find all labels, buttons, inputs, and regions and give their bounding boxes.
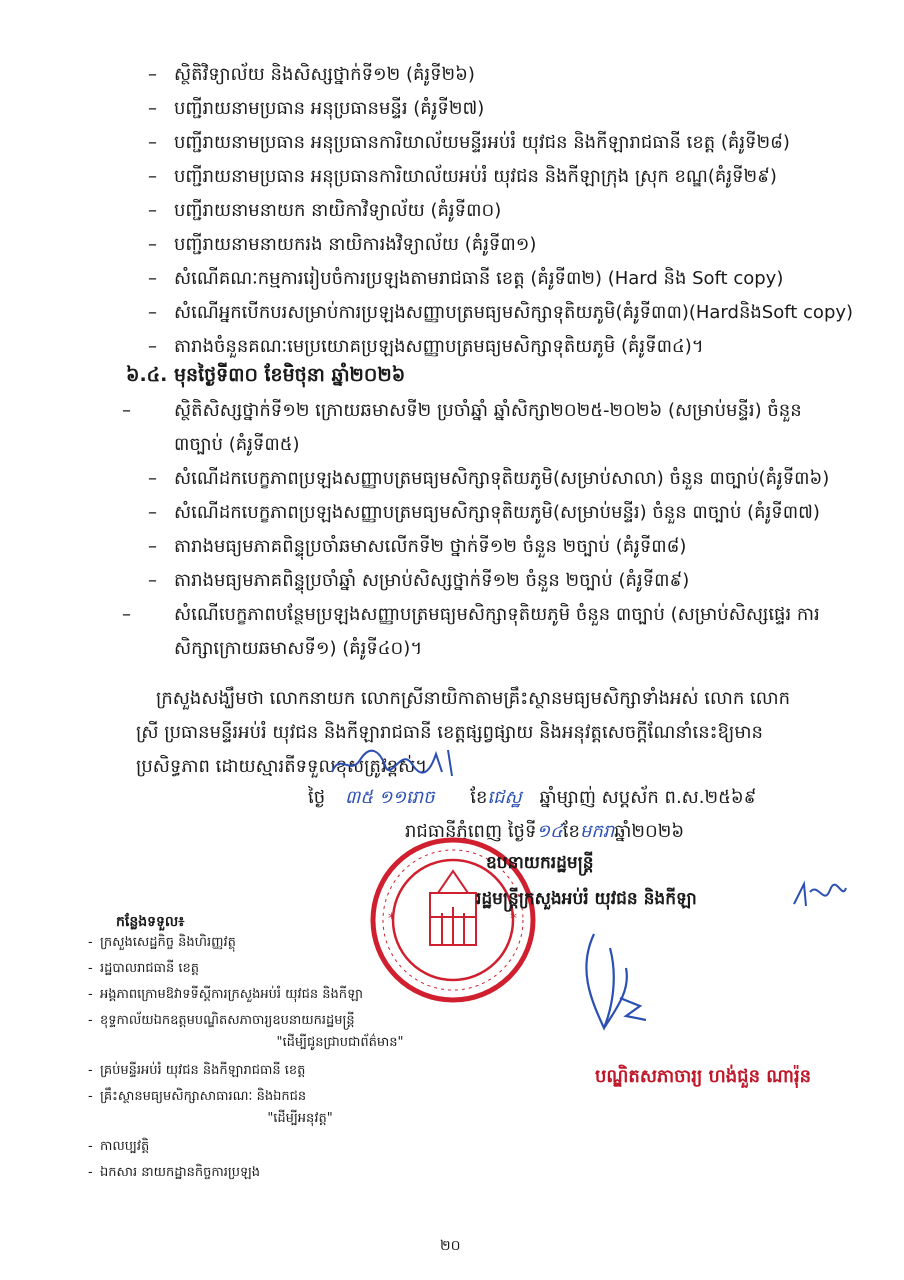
- list-item: – តារាងចំនួនគណៈមេប្រយោគប្រឡងសញ្ញាបត្រមធ្យមសិក្សាទុតិយភូមិ (គំរូទី៣៤)។: [148, 330, 848, 364]
- list-item: – សំណើដកបេក្ខភាពប្រឡងសញ្ញាបត្រមធ្យមសិក្សាទុតិយភូមិ(សម្រាប់សាលា) ចំនួន ៣ច្បាប់(គំរូទី៣៦): [148, 462, 848, 496]
- svg-text:*: *: [510, 911, 517, 927]
- initials-signature-2: [790, 880, 850, 910]
- recipient-note: "ដើម្បីជូនជ្រាបជាព័ត៌មាន": [276, 1035, 404, 1050]
- recipient-item: - ក្រសួងសេដ្ឋកិច្ច និងហិរញ្ញវត្ថុ: [88, 935, 236, 950]
- minister-signature: [560, 928, 660, 1038]
- recipients-heading: កន្លែងទទួល៖: [116, 914, 185, 930]
- recipient-note: "ដើម្បីអនុវត្ត": [267, 1111, 333, 1126]
- dash-bullet: –: [148, 166, 157, 187]
- recipient-item: - គ្រប់មន្ទីរអប់រំ យុវជន និងកីឡារាជធានី ខេត្ត: [88, 1063, 306, 1078]
- recipient-item: - រដ្ឋបាលរាជធានី ខេត្ត: [88, 961, 200, 976]
- recipient-item: - អង្គភាពក្រោមឱវាទទីស្តីការក្រសួងអប់រំ យុវជន និងកីឡា: [88, 987, 363, 1002]
- list-item: – ស្ថិតិសិស្សថ្នាក់ទី១២ ក្រោយឆមាសទី២ ប្រចាំឆ្នាំ ឆ្នាំសិក្សា២០២៥-២០២៦ (សម្រាប់មន្ទីរ) ចំនួន ៣ច្បាប់ (គំរូទី៣៥): [148, 394, 854, 462]
- dash-bullet: –: [148, 468, 157, 489]
- dash-bullet: –: [122, 400, 131, 421]
- list-item: – សំណើគណៈកម្មការរៀបចំការប្រឡងតាមរាជធានី ខេត្ត (គំរូទី៣២) (Hard និង Soft copy): [148, 262, 848, 296]
- dash-bullet: –: [148, 502, 157, 523]
- handwritten-solar-day: ១៤: [536, 821, 563, 842]
- signer-name: បណ្ឌិតសភាចារ្យ ហង់ជួន ណារ៉ុន: [595, 1066, 812, 1087]
- list-item: – សំណើបេក្ខភាពបន្ថែមប្រឡងសញ្ញាបត្រមធ្យមសិក្សាទុតិយភូមិ ចំនួន ៣ច្បាប់ (សម្រាប់សិស្សផ្ទេរ ការសិក្សាក្រោយឆមាសទី១) (គំរូទី៤០)។: [148, 598, 854, 666]
- handwritten-lunar-month: ជេស្ឋ: [487, 787, 522, 808]
- recipient-item: - ខុទ្ទកាល័យឯកឧត្តមបណ្ឌិតសភាចារ្យឧបនាយករដ្ឋមន្ត្រី: [88, 1013, 355, 1028]
- list-item: – តារាងមធ្យមភាគពិន្ទុប្រចាំឆមាសលើកទី២ ថ្នាក់ទី១២ ចំនួន ២ច្បាប់ (គំរូទី៣៨): [148, 530, 848, 564]
- dash-bullet: –: [148, 536, 157, 557]
- list-item: – តារាងមធ្យមភាគពិន្ទុប្រចាំឆ្នាំ សម្រាប់សិស្សថ្នាក់ទី១២ ចំនួន ២ច្បាប់ (គំរូទី៣៩): [148, 564, 848, 598]
- dash-bullet: –: [148, 98, 157, 119]
- list-item: – បញ្ជីរាយនាមប្រធាន អនុប្រធានមន្ទីរ (គំរូទី២៧): [148, 92, 848, 126]
- list-item: – បញ្ជីរាយនាមប្រធាន អនុប្រធានការិយាល័យអប់រំ យុវជន និងកីឡាក្រុង ស្រុក ខណ្ឌ(គំរូទី២៩): [148, 160, 848, 194]
- svg-text:*: *: [388, 911, 395, 927]
- section-heading: ៦.៤. មុនថ្ងៃទី៣០ ខែមិថុនា ឆ្នាំ២០២៦: [126, 364, 406, 386]
- dash-bullet: –: [148, 234, 157, 255]
- recipient-item: - កាលប្បវត្តិ: [88, 1139, 150, 1154]
- dash-bullet: –: [148, 200, 157, 221]
- list-item: – សំណើអ្នកបើកបរសម្រាប់ការប្រឡងសញ្ញាបត្រមធ្យមសិក្សាទុតិយភូមិ(គំរូទី៣៣)(HardនិងSoft copy): [148, 296, 848, 330]
- recipient-item: - គ្រឹះស្ថានមធ្យមសិក្សាសាធារណៈ និងឯកជន: [88, 1089, 307, 1104]
- signatory-title-1: ឧបនាយករដ្ឋមន្ត្រី: [486, 853, 594, 873]
- signatory-title-2: រដ្ឋមន្ត្រីក្រសួងអប់រំ យុវជន និងកីឡា: [476, 889, 697, 909]
- list-item: – ស្ថិតិវិទ្យាល័យ និងសិស្សថ្នាក់ទី១២ (គំរូទី២៦): [148, 58, 848, 92]
- lunar-date-line: ថ្ងៃ ៣៥ ១១រោច ខែជេស្ឋ ឆ្នាំម្សាញ់ សប្តស័ក ព.ស.២៥៦៩: [308, 787, 757, 808]
- initials-signature: [330, 742, 460, 782]
- dash-bullet: –: [148, 336, 157, 357]
- list-item: – បញ្ជីរាយនាមនាយករង នាយិការងវិទ្យាល័យ (គំរូទី៣១): [148, 228, 848, 262]
- closing-paragraph: ក្រសួងសង្ឃឹមថា លោកនាយក លោកស្រីនាយិកាតាមគ្រឹះស្ថានមធ្យមសិក្សាទាំងអស់ លោក លោកស្រី ប្រធានមន្ទីរអប់រំ យុវជន និងកីឡារាជធានី ខេត្តផ្សព្វផ្សាយ និងអនុវត្តសេចក្តីណែនាំនេះឱ្យមានប្រសិទ្ធភាព ដោយស្មារតីទទួលខុសត្រូវខ្ពស់។: [136, 688, 790, 777]
- dash-bullet: –: [122, 604, 131, 625]
- recipient-item: - ឯកសារ នាយកដ្ឋានកិច្ចការប្រឡង: [88, 1165, 261, 1180]
- solar-date-line: រាជធានីភ្នំពេញ ថ្ងៃទី១៤ខែមករាឆ្នាំ២០២៦: [405, 821, 685, 842]
- dash-bullet: –: [148, 132, 157, 153]
- dash-bullet: –: [148, 302, 157, 323]
- dash-bullet: –: [148, 64, 157, 85]
- dash-bullet: –: [148, 268, 157, 289]
- handwritten-solar-month: មករា: [579, 821, 615, 842]
- list-item: – បញ្ជីរាយនាមនាយក នាយិកាវិទ្យាល័យ (គំរូទី៣០): [148, 194, 848, 228]
- page-number: ២០: [440, 1238, 461, 1254]
- list-item: – សំណើដកបេក្ខភាពប្រឡងសញ្ញាបត្រមធ្យមសិក្សាទុតិយភូមិ(សម្រាប់មន្ទីរ) ចំនួន ៣ច្បាប់ (គំរូទី៣៧): [148, 496, 848, 530]
- dash-bullet: –: [148, 570, 157, 591]
- handwritten-lunar-day: ៣៥ ១១រោច: [344, 787, 435, 808]
- list-item: – បញ្ជីរាយនាមប្រធាន អនុប្រធានការិយាល័យមន្ទីរអប់រំ យុវជន និងកីឡារាជធានី ខេត្ត (គំរូទី២៨): [148, 126, 848, 160]
